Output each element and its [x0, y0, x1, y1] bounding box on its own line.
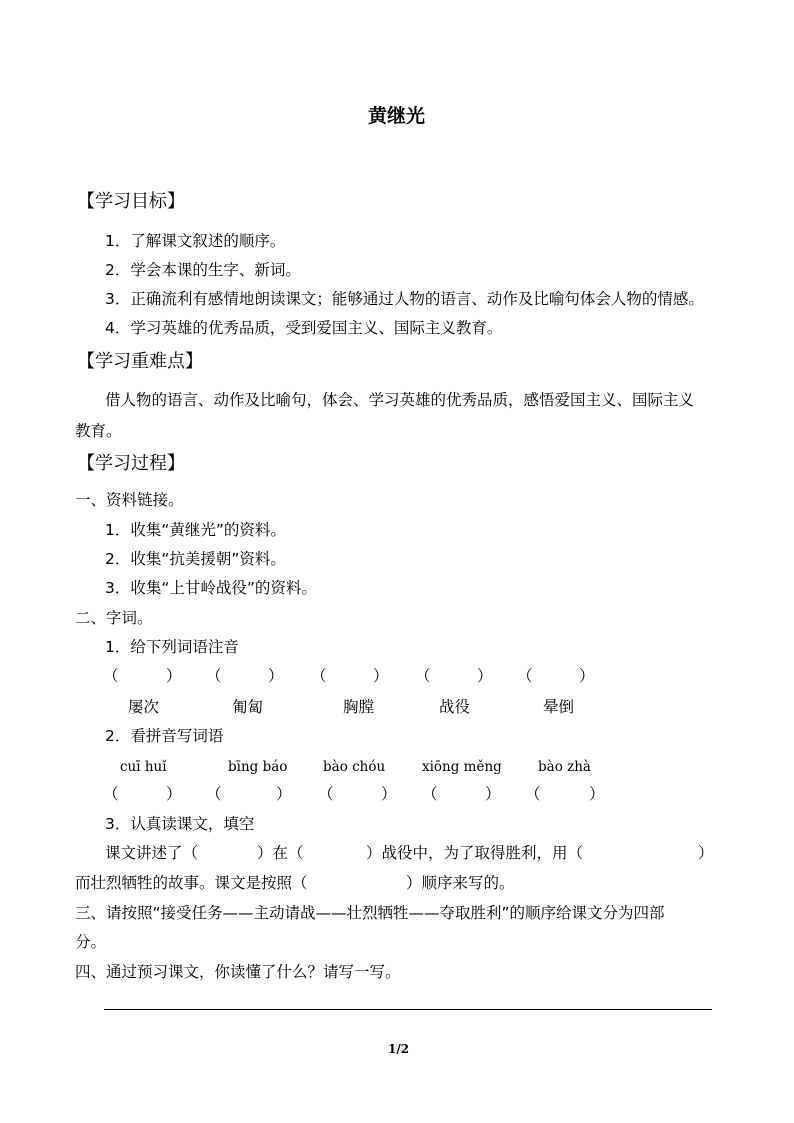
answer-blank-close: ） — [381, 785, 397, 803]
answer-blank-close: ） — [589, 785, 605, 803]
pinyin-prompt: xiōng měng — [422, 759, 502, 775]
answer-blank-open: （ — [206, 785, 222, 803]
fill-blank-text: ）在（ — [257, 844, 304, 862]
pinyin-prompt: cuī huǐ — [120, 759, 167, 775]
part1-item: 3．收集“上甘岭战役”的资料。 — [105, 579, 317, 597]
fill-blank-text: ）顺序来写的。 — [406, 874, 515, 892]
vocab-word: 战役 — [439, 698, 471, 716]
answer-blank-close: ） — [373, 667, 389, 685]
key-points-text: 教育。 — [75, 422, 122, 440]
pinyin-prompt: bào zhà — [538, 759, 591, 775]
part1-item: 1．收集“黄继光”的资料。 — [105, 521, 286, 539]
fill-blank-text: ）战役中，为了取得胜利，用（ — [366, 844, 584, 862]
q2-label: 2．看拼音写词语 — [105, 727, 224, 745]
part3-text: 分。 — [75, 933, 107, 951]
part4-text: 四、通过预习课文，你读懂了什么？请写一写。 — [75, 963, 401, 981]
fill-blank-text: 而壮烈牺牲的故事。课文是按照（ — [75, 874, 308, 892]
answer-blank-open: （ — [318, 785, 334, 803]
vocab-word: 屡次 — [128, 698, 160, 716]
answer-blank-open: （ — [517, 667, 533, 685]
answer-blank-open: （ — [525, 785, 541, 803]
answer-blank-close: ） — [268, 667, 284, 685]
vocab-word: 匍匐 — [232, 698, 264, 716]
part1-title: 一、资料链接。 — [75, 491, 184, 509]
answer-blank-open: （ — [103, 785, 119, 803]
objectives-heading: 【学习目标】 — [77, 191, 185, 212]
pinyin-prompt: bào chóu — [323, 759, 386, 775]
page-title: 黄继光 — [368, 105, 426, 127]
part3-text: 三、请按照“接受任务——主动请战——壮烈牺牲——夺取胜利”的顺序给课文分为四部 — [75, 904, 665, 922]
page-number: 1/2 — [388, 1042, 410, 1056]
objective-item: 4．学习英雄的优秀品质，受到爱国主义、国际主义教育。 — [105, 319, 503, 337]
answer-blank-close: ） — [579, 667, 595, 685]
answer-blank-open: （ — [206, 667, 222, 685]
vocab-word: 晕倒 — [543, 698, 575, 716]
objective-item: 1．了解课文叙述的顺序。 — [105, 232, 286, 250]
answer-line — [104, 1009, 712, 1010]
key-points-text: 借人物的语言、动作及比喻句，体会、学习英雄的优秀品质，感悟爱国主义、国际主义 — [105, 391, 695, 409]
answer-blank-open: （ — [422, 785, 438, 803]
fill-blank-text: ） — [698, 844, 714, 862]
answer-blank-open: （ — [415, 667, 431, 685]
process-heading: 【学习过程】 — [77, 453, 185, 474]
pinyin-prompt: bīng báo — [228, 759, 288, 775]
part1-item: 2．收集“抗美援朝”资料。 — [105, 550, 286, 568]
answer-blank-close: ） — [477, 667, 493, 685]
q1-label: 1．给下列词语注音 — [105, 638, 239, 656]
q3-label: 3．认真读课文，填空 — [105, 815, 255, 833]
answer-blank-open: （ — [103, 667, 119, 685]
objective-item: 2．学会本课的生字、新词。 — [105, 261, 301, 279]
answer-blank-close: ） — [276, 785, 292, 803]
answer-blank-close: ） — [166, 785, 182, 803]
answer-blank-open: （ — [311, 667, 327, 685]
objective-item: 3．正确流利有感情地朗读课文；能够通过人物的语言、动作及比喻句体会人物的情感。 — [105, 290, 704, 308]
answer-blank-close: ） — [166, 667, 182, 685]
key-points-heading: 【学习重难点】 — [77, 351, 203, 372]
vocab-word: 胸膛 — [343, 698, 375, 716]
part2-title: 二、字词。 — [75, 609, 153, 627]
fill-blank-text: 课文讲述了（ — [105, 844, 199, 862]
answer-blank-close: ） — [485, 785, 501, 803]
